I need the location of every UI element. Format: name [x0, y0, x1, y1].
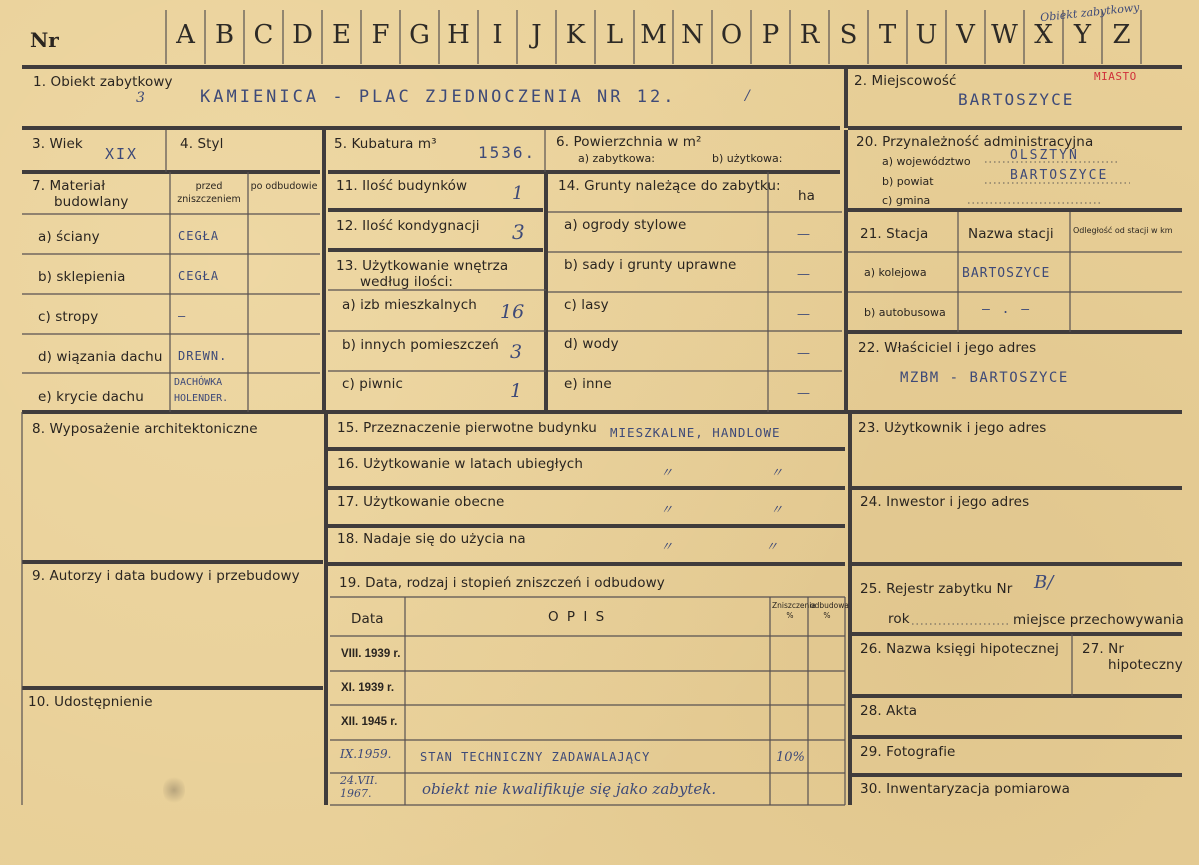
- material-row-label: e) krycie dachu: [38, 389, 144, 405]
- damage-row-date: 24.VII. 1967.: [340, 774, 378, 800]
- field-20-a-value: OLSZTYN: [1010, 148, 1079, 163]
- field-13-label: 13. Użytkowanie wnętrza według ilości:: [336, 258, 509, 290]
- field-23-label: 23. Użytkownik i jego adres: [858, 420, 1047, 436]
- top-handwritten-note: Obiekt zabytkowy: [1039, 0, 1141, 25]
- index-letter: O: [720, 20, 743, 50]
- damage-row-percent: 10%: [776, 750, 805, 765]
- usage-row-label: b) innych pomieszczeń: [342, 337, 499, 353]
- material-row-label: b) sklepienia: [38, 269, 126, 285]
- index-letter: A: [176, 20, 195, 50]
- field-18-label: 18. Nadaje się do użycia na: [337, 531, 526, 547]
- usage-row-value: 16: [500, 301, 525, 323]
- field-21-bus-label: b) autobusowa: [864, 306, 946, 319]
- index-letter: T: [878, 20, 897, 50]
- nr-label: Nr: [30, 28, 59, 52]
- field-17-ditto-2: 〃: [770, 503, 784, 518]
- field-26-label: 26. Nazwa księgi hipotecznej: [860, 641, 1059, 657]
- field-18-ditto-1: 〃: [660, 540, 674, 555]
- field-5-label: 5. Kubatura m³: [334, 136, 437, 152]
- ground-row-value: —: [797, 346, 810, 361]
- index-letter: Y: [1073, 20, 1092, 50]
- field-8-label: 8. Wyposażenie architektoniczne: [32, 421, 258, 437]
- field-1-value: KAMIENICA - PLAC ZJEDNOCZENIA NR 12.: [200, 87, 677, 107]
- index-letter: K: [565, 20, 586, 50]
- usage-row-value: 1: [510, 380, 523, 402]
- index-letter: G: [409, 20, 430, 50]
- usage-row-label: a) izb mieszkalnych: [342, 297, 477, 313]
- index-letter: S: [839, 20, 858, 50]
- field-14-label: 14. Grunty należące do zabytku:: [558, 178, 781, 194]
- field-19-label: 19. Data, rodzaj i stopień zniszczeń i odbudowy: [339, 575, 665, 591]
- field-18-ditto-2: 〃: [765, 540, 779, 555]
- material-row-before: DREWN.: [178, 349, 228, 363]
- material-row-before: —: [178, 309, 187, 323]
- index-letter: X: [1034, 20, 1053, 50]
- index-letter: E: [332, 20, 351, 50]
- field-19-col-desc: O P I S: [548, 609, 607, 625]
- field-2-label: 2. Miejscowość: [854, 73, 957, 89]
- field-22-label: 22. Właściciel i jego adres: [858, 340, 1037, 356]
- field-20-b-label: b) powiat: [882, 175, 934, 188]
- field-30-label: 30. Inwentaryzacja pomiarowa: [860, 781, 1071, 797]
- index-letter: R: [799, 20, 820, 50]
- field-20-b-value: BARTOSZYCE: [1010, 168, 1109, 183]
- index-letter: Z: [1112, 20, 1131, 50]
- index-letter: W: [991, 20, 1018, 50]
- field-22-value: MZBM - BARTOSZYCE: [900, 370, 1069, 386]
- field-28-label: 28. Akta: [860, 703, 918, 719]
- index-letter: C: [253, 20, 274, 50]
- field-25-value: B/: [1034, 572, 1054, 593]
- usage-row-value: 3: [510, 341, 523, 363]
- index-letter: I: [492, 20, 503, 50]
- damage-row-date: IX.1959.: [340, 747, 392, 761]
- field-7-label: 7. Materiał budowlany: [32, 178, 129, 210]
- field-2-value: BARTOSZYCE: [958, 90, 1075, 109]
- field-11-label: 11. Ilość budynków: [336, 178, 468, 194]
- damage-row-date: VIII. 1939 r.: [341, 648, 401, 660]
- field-12-label: 12. Ilość kondygnacji: [336, 218, 480, 234]
- field-15-label: 15. Przeznaczenie pierwotne budynku: [337, 420, 597, 436]
- damage-row-date: XI. 1939 r.: [341, 682, 395, 694]
- index-letter: H: [447, 20, 470, 50]
- field-3-value: XIX: [105, 145, 139, 163]
- index-letter: M: [640, 20, 667, 50]
- field-6-b: b) użytkowa:: [712, 152, 783, 165]
- field-16-ditto-2: 〃: [770, 466, 784, 481]
- field-7-col-after: po odbudowie: [250, 181, 318, 192]
- field-11-value: 1: [512, 183, 524, 204]
- field-6-label: 6. Powierzchnia w m²: [556, 134, 702, 150]
- material-row-label: a) ściany: [38, 229, 100, 245]
- material-row-label: c) stropy: [38, 309, 99, 325]
- damage-row-date: XII. 1945 r.: [341, 716, 398, 728]
- index-letter: V: [956, 20, 975, 50]
- index-letter: B: [214, 20, 235, 50]
- index-letter: F: [371, 20, 390, 50]
- ground-row-label: e) inne: [564, 376, 612, 392]
- field-17-ditto-1: 〃: [660, 503, 674, 518]
- material-row-before: DACHÓWKA HOLENDER.: [174, 377, 229, 404]
- field-4-label: 4. Styl: [180, 136, 224, 152]
- ground-row-value: —: [797, 307, 810, 322]
- material-row-before: CEGŁA: [178, 269, 220, 283]
- field-6-a: a) zabytkowa:: [578, 152, 655, 165]
- field-20-a-label: a) województwo: [882, 155, 971, 168]
- field-5-value: 1536.: [478, 143, 537, 162]
- field-21-rail-label: a) kolejowa: [864, 266, 927, 279]
- index-letter: D: [292, 20, 313, 50]
- field-19-col-destroyed: Zniszczenia %: [772, 601, 816, 620]
- index-letter: N: [681, 20, 704, 50]
- ground-row-label: d) wody: [564, 336, 619, 352]
- damage-row-description: obiekt nie kwalifikuje się jako zabytek.: [422, 780, 717, 798]
- paper-stain: [163, 775, 185, 805]
- field-16-ditto-1: 〃: [660, 466, 674, 481]
- field-20-label: 20. Przynależność administracyjna: [856, 134, 1094, 150]
- field-29-label: 29. Fotografie: [860, 744, 956, 760]
- index-letter: U: [915, 20, 938, 50]
- field-21-bus-value: — . —: [982, 302, 1032, 317]
- field-16-label: 16. Użytkowanie w latach ubiegłych: [337, 456, 583, 472]
- index-letter: P: [761, 20, 780, 50]
- field-20-c-label: c) gmina: [882, 194, 931, 207]
- ground-row-value: —: [797, 227, 810, 242]
- material-row-before: CEGŁA: [178, 229, 220, 243]
- usage-row-label: c) piwnic: [342, 376, 403, 392]
- field-1-mark: /: [745, 88, 750, 104]
- field-19-col-rebuilt: odbudowa %: [810, 601, 849, 620]
- field-1-number: 3: [136, 90, 145, 106]
- field-12-value: 3: [512, 220, 525, 244]
- material-row-label: d) wiązania dachu: [38, 349, 163, 365]
- field-2-stamp: MIASTO: [1094, 70, 1137, 83]
- field-1-label: 1. Obiekt zabytkowy: [33, 74, 173, 90]
- field-17-label: 17. Użytkowanie obecne: [337, 494, 505, 510]
- ground-row-value: —: [797, 386, 810, 401]
- field-3-label: 3. Wiek: [32, 136, 83, 152]
- damage-row-description: STAN TECHNICZNY ZADAWALAJĄCY: [420, 750, 651, 764]
- field-21-col-dist: Odległość od stacji w km: [1073, 226, 1173, 235]
- field-25-place: miejsce przechowywania: [1013, 612, 1184, 628]
- ground-row-label: c) lasy: [564, 297, 609, 313]
- field-25-rok: rok: [888, 611, 910, 627]
- field-21-col-name: Nazwa stacji: [968, 226, 1054, 242]
- ground-row-value: —: [797, 267, 810, 282]
- field-9-label: 9. Autorzy i data budowy i przebudowy: [32, 568, 300, 584]
- field-21-rail-value: BARTOSZYCE: [962, 266, 1051, 281]
- field-25-label: 25. Rejestr zabytku Nr: [860, 581, 1013, 597]
- field-21-label: 21. Stacja: [860, 226, 929, 242]
- index-letter: L: [605, 20, 624, 50]
- index-letter: J: [531, 20, 542, 50]
- field-27-label: 27. Nr hipoteczny: [1082, 641, 1183, 673]
- field-24-label: 24. Inwestor i jego adres: [860, 494, 1030, 510]
- field-15-value: MIESZKALNE, HANDLOWE: [610, 425, 781, 440]
- field-10-label: 10. Udostępnienie: [28, 694, 153, 710]
- ground-row-label: a) ogrody stylowe: [564, 217, 687, 233]
- field-7-col-before: przed zniszczeniem: [177, 181, 241, 205]
- ground-row-label: b) sady i grunty uprawne: [564, 257, 737, 273]
- field-14-unit: ha: [798, 188, 816, 204]
- field-19-col-date: Data: [351, 611, 384, 627]
